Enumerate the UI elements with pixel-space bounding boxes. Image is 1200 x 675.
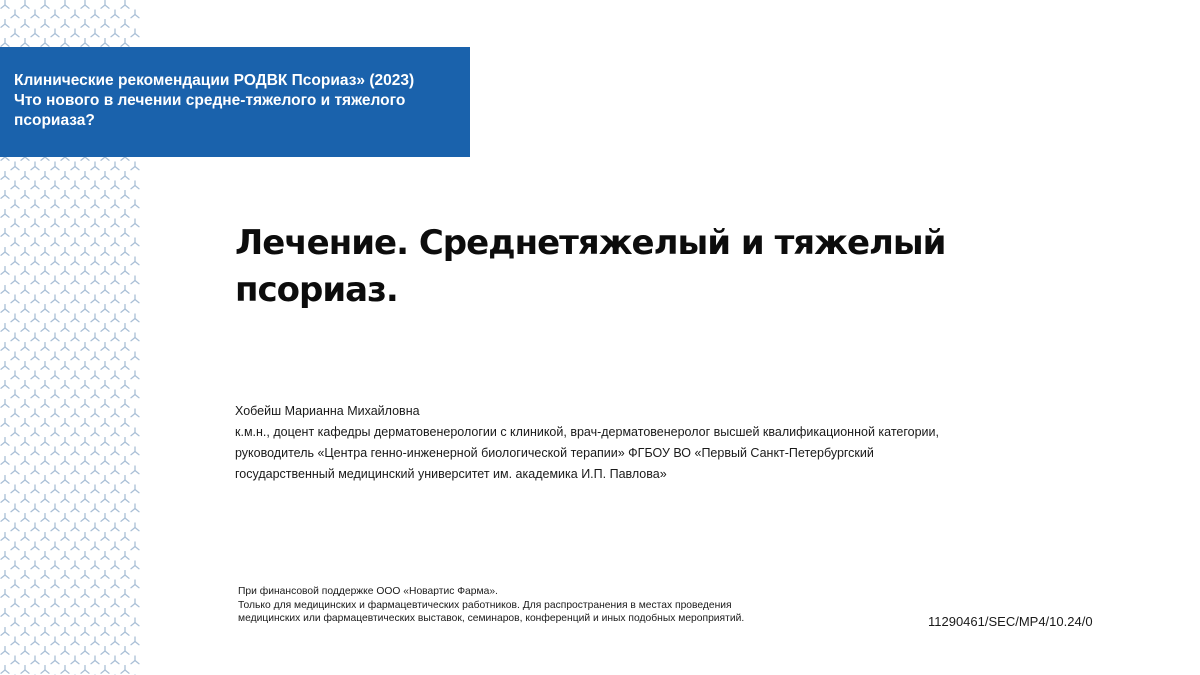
- author-block: [235, 401, 1135, 485]
- title-line-2: псориаз.: [235, 270, 398, 310]
- header-banner: [0, 47, 470, 157]
- disclaimer-line-2: Только для медицинских и фармацевтических работников. Для распространения в местах проведения: [238, 599, 732, 611]
- disclaimer-line-3: медицинских или фармацевтических выставок, семинаров, конференций и иных подобных мероприятий.: [238, 613, 745, 624]
- slide-title: [235, 220, 1135, 314]
- header-line-1: Клинические рекомендации РОДВК Псориаз» (2023): [14, 72, 415, 89]
- author-name: Хобейш Марианна Михайловна: [235, 404, 420, 418]
- author-credentials-line-2: руководитель «Центра генно-инженерной биологической терапии» ФГБОУ ВО «Первый Санкт-Петербургский: [235, 446, 874, 460]
- title-line-1: Лечение. Среднетяжелый и тяжелый: [235, 223, 946, 263]
- disclaimer: [238, 585, 898, 626]
- document-code: 11290461/SEC/MP4/10.24/0: [928, 614, 1093, 629]
- author-credentials-line-3: государственный медицинский университет им. академика И.П. Павлова»: [235, 467, 667, 481]
- author-credentials-line-1: к.м.н., доцент кафедры дерматовенерологии с клиникой, врач-дерматовенеролог высшей квалификационной категории,: [235, 425, 939, 439]
- header-line-3: псориаза?: [14, 112, 95, 129]
- header-line-2: Что нового в лечении средне-тяжелого и тяжелого: [14, 92, 406, 109]
- disclaimer-line-1: При финансовой поддержке ООО «Новартис Фарма».: [238, 586, 498, 597]
